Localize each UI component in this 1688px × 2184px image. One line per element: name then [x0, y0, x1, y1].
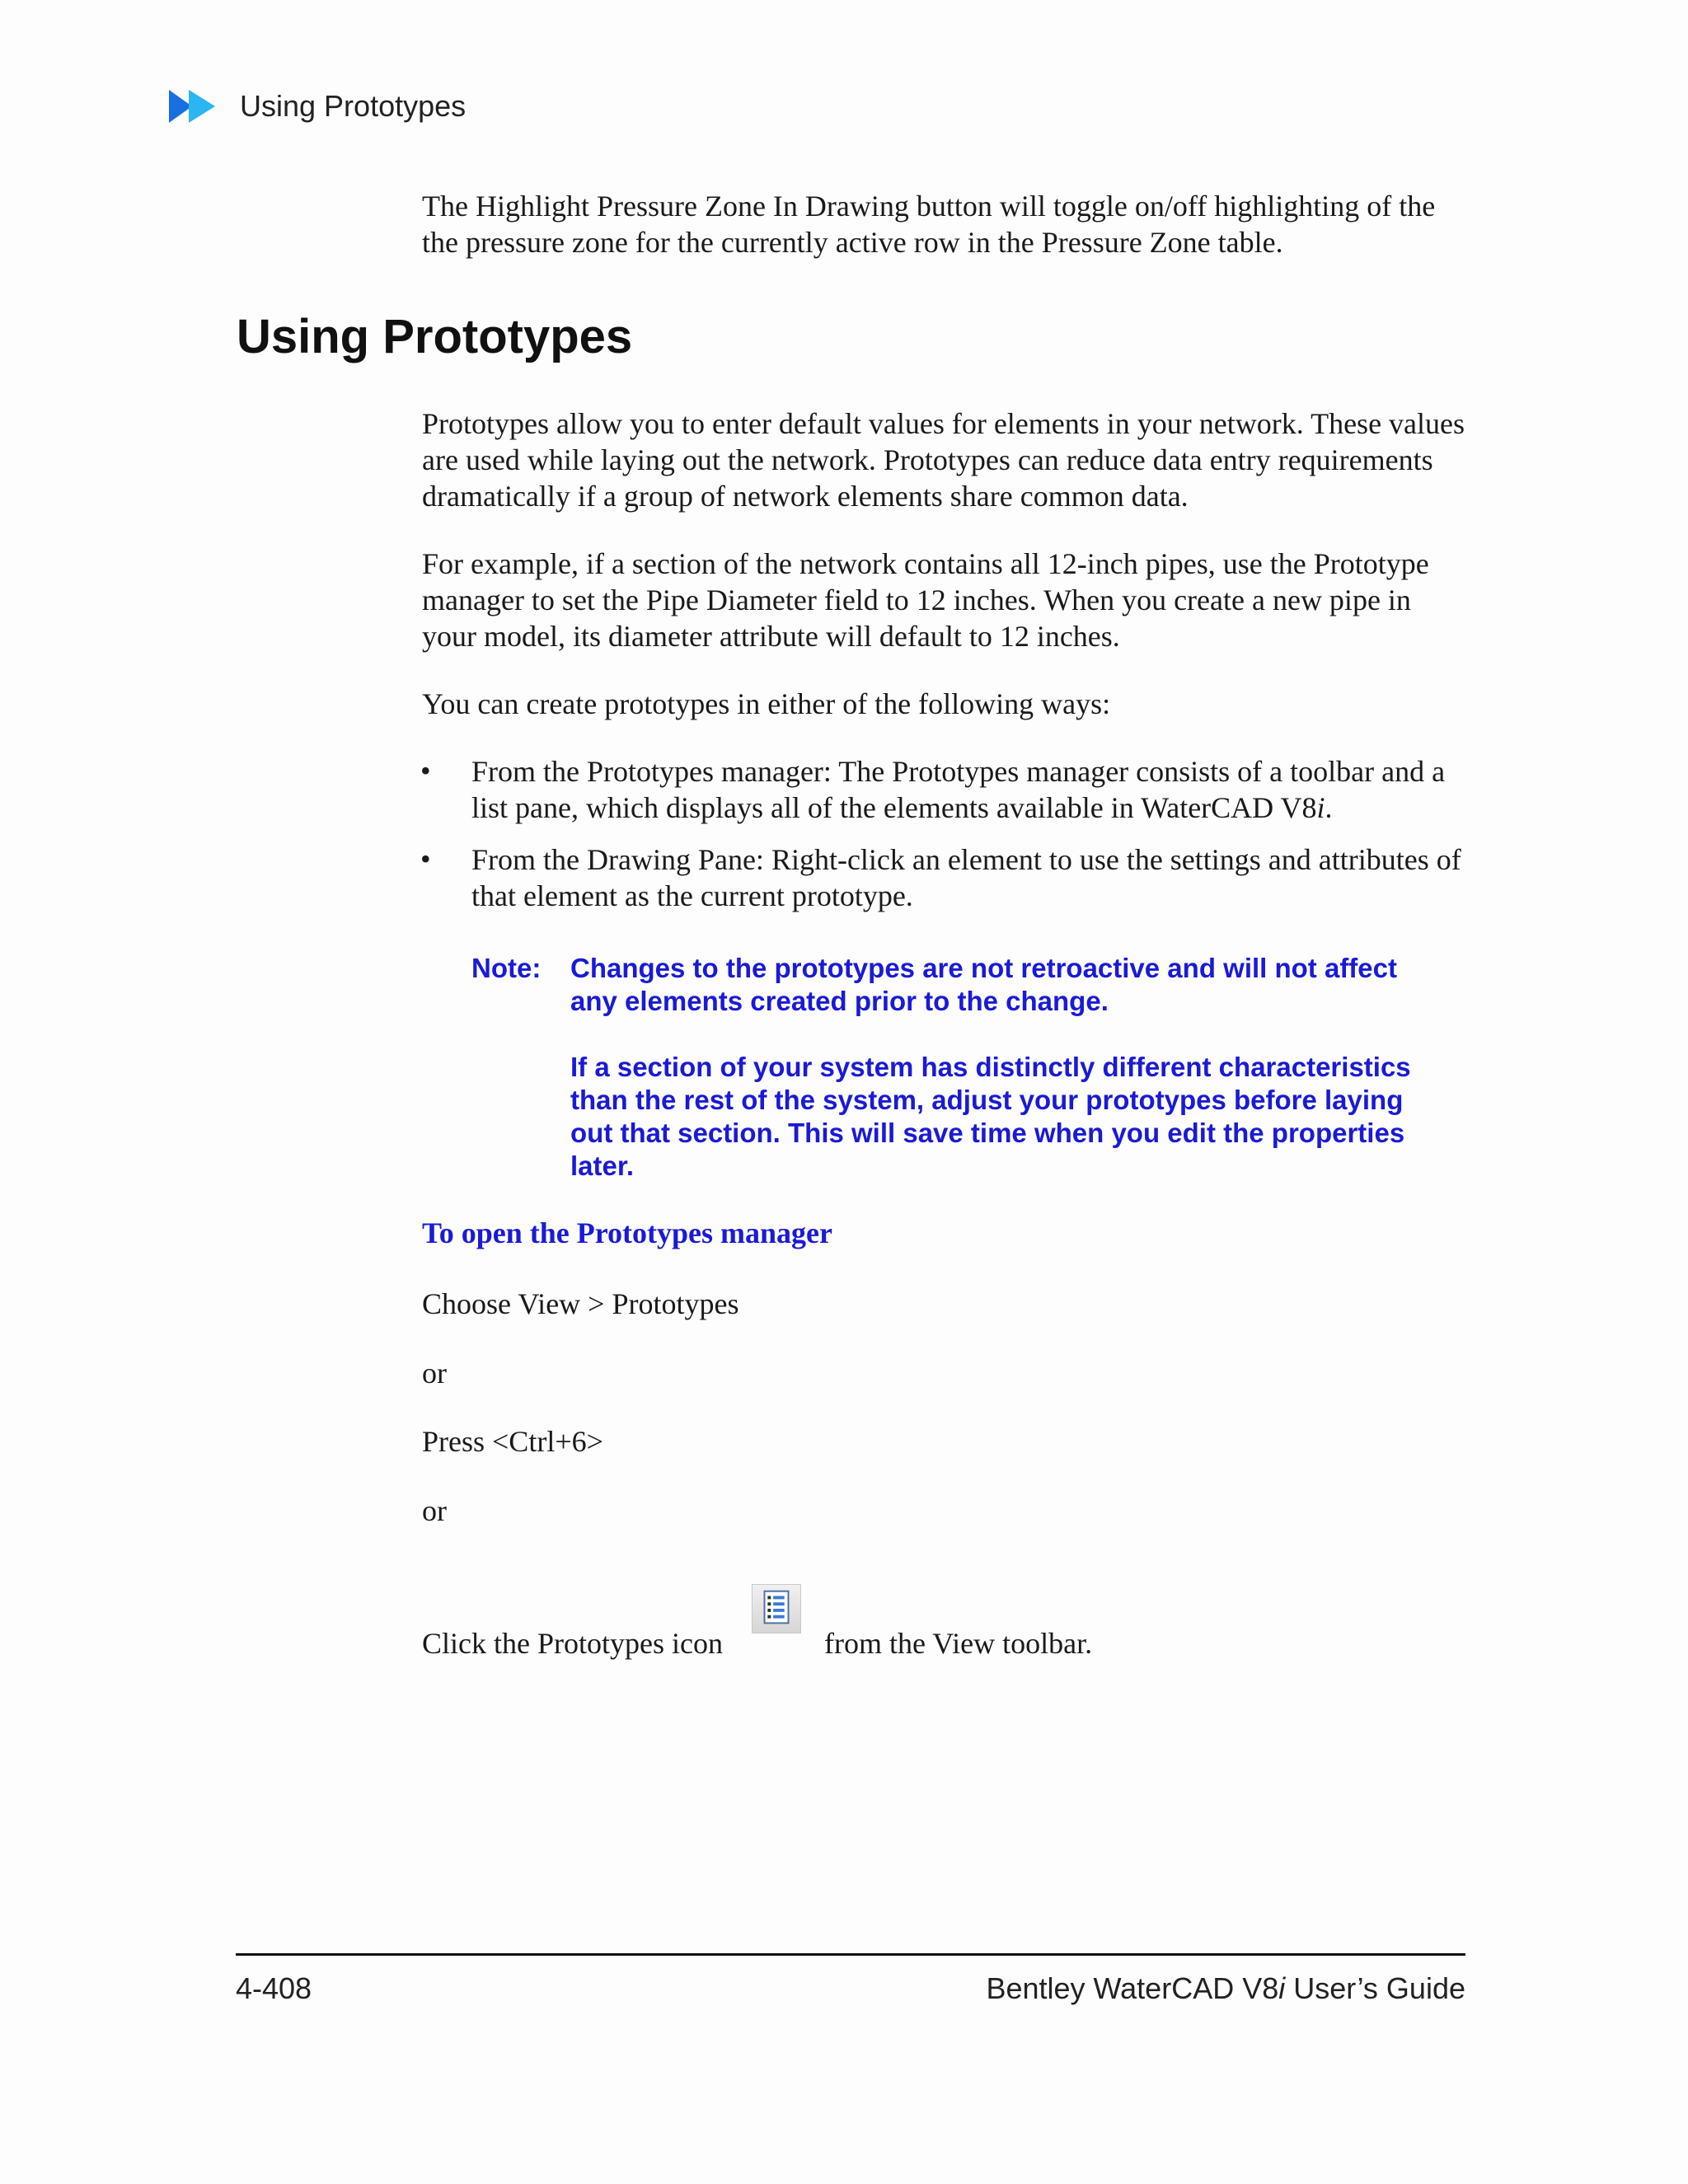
procedure-or: or [422, 1494, 447, 1527]
section-title: Using Prototypes [237, 310, 633, 363]
bullet-text: From the Prototypes manager: The Prototypes manager consists of a toolbar and a list pane, which displays all of the elements available in WaterCAD V8 [471, 755, 1446, 824]
guide-title [986, 1971, 1465, 2006]
paragraph-ways: You can create prototypes in either of the following ways: [422, 687, 1111, 720]
bentley-double-arrow-icon [169, 88, 223, 124]
bullet-marker: • [420, 842, 431, 875]
bullet-drawing-pane: From the Drawing Pane: Right-click an element to use the settings and attributes of that element as the current prototype. [471, 843, 1461, 912]
note-paragraph: If a section of your system has distinctly different characteristics than the rest of the system, adjust your prototypes before laying out that section. This will save time when you edit the properties later. [570, 1052, 1411, 1181]
bullet-text-end: . [1325, 791, 1333, 824]
bullet-prototypes-manager [471, 753, 1469, 826]
procedure-step-click: Click the Prototypes icon [422, 1627, 723, 1660]
footer-rule [236, 1953, 1465, 1956]
procedure-heading: To open the Prototypes manager [422, 1216, 832, 1249]
guide-title-italic: i [1278, 1971, 1286, 2005]
prototypes-icon [752, 1584, 801, 1633]
bullet-marker: • [420, 754, 431, 787]
guide-title-text: Bentley WaterCAD V8 [986, 1971, 1279, 2005]
paragraph-intro: Prototypes allow you to enter default values for elements in your network. These values are used while laying out the network. Prototypes can reduce data entry requirements dramatically if a group of network elements share common data. [422, 407, 1465, 513]
bullet-italic: i [1316, 791, 1325, 824]
note-label: Note: [471, 953, 542, 983]
intro-paragraph: The Highlight Pressure Zone In Drawing button will toggle on/off highlighting of the the pressure zone for the currently active row in the Pressure Zone table. [422, 190, 1436, 259]
procedure-step-click-end: from the View toolbar. [824, 1627, 1093, 1660]
procedure-step: Press <Ctrl+6> [422, 1425, 603, 1458]
note-paragraph: Changes to the prototypes are not retroactive and will not affect any elements created prior to the change. [570, 953, 1397, 1016]
guide-title-end: User’s Guide [1285, 1971, 1465, 2005]
page-number: 4-408 [236, 1971, 312, 2005]
paragraph-example: For example, if a section of the network contains all 12-inch pipes, use the Prototype manager to set the Pipe Diameter field to 12 inches. When you create a new pipe in your model, its diameter attribute will default to 12 inches. [422, 547, 1429, 653]
procedure-step: Choose View > Prototypes [422, 1287, 739, 1320]
running-header [169, 86, 466, 127]
procedure-or: or [422, 1357, 447, 1390]
running-header-title: Using Prototypes [240, 89, 467, 123]
